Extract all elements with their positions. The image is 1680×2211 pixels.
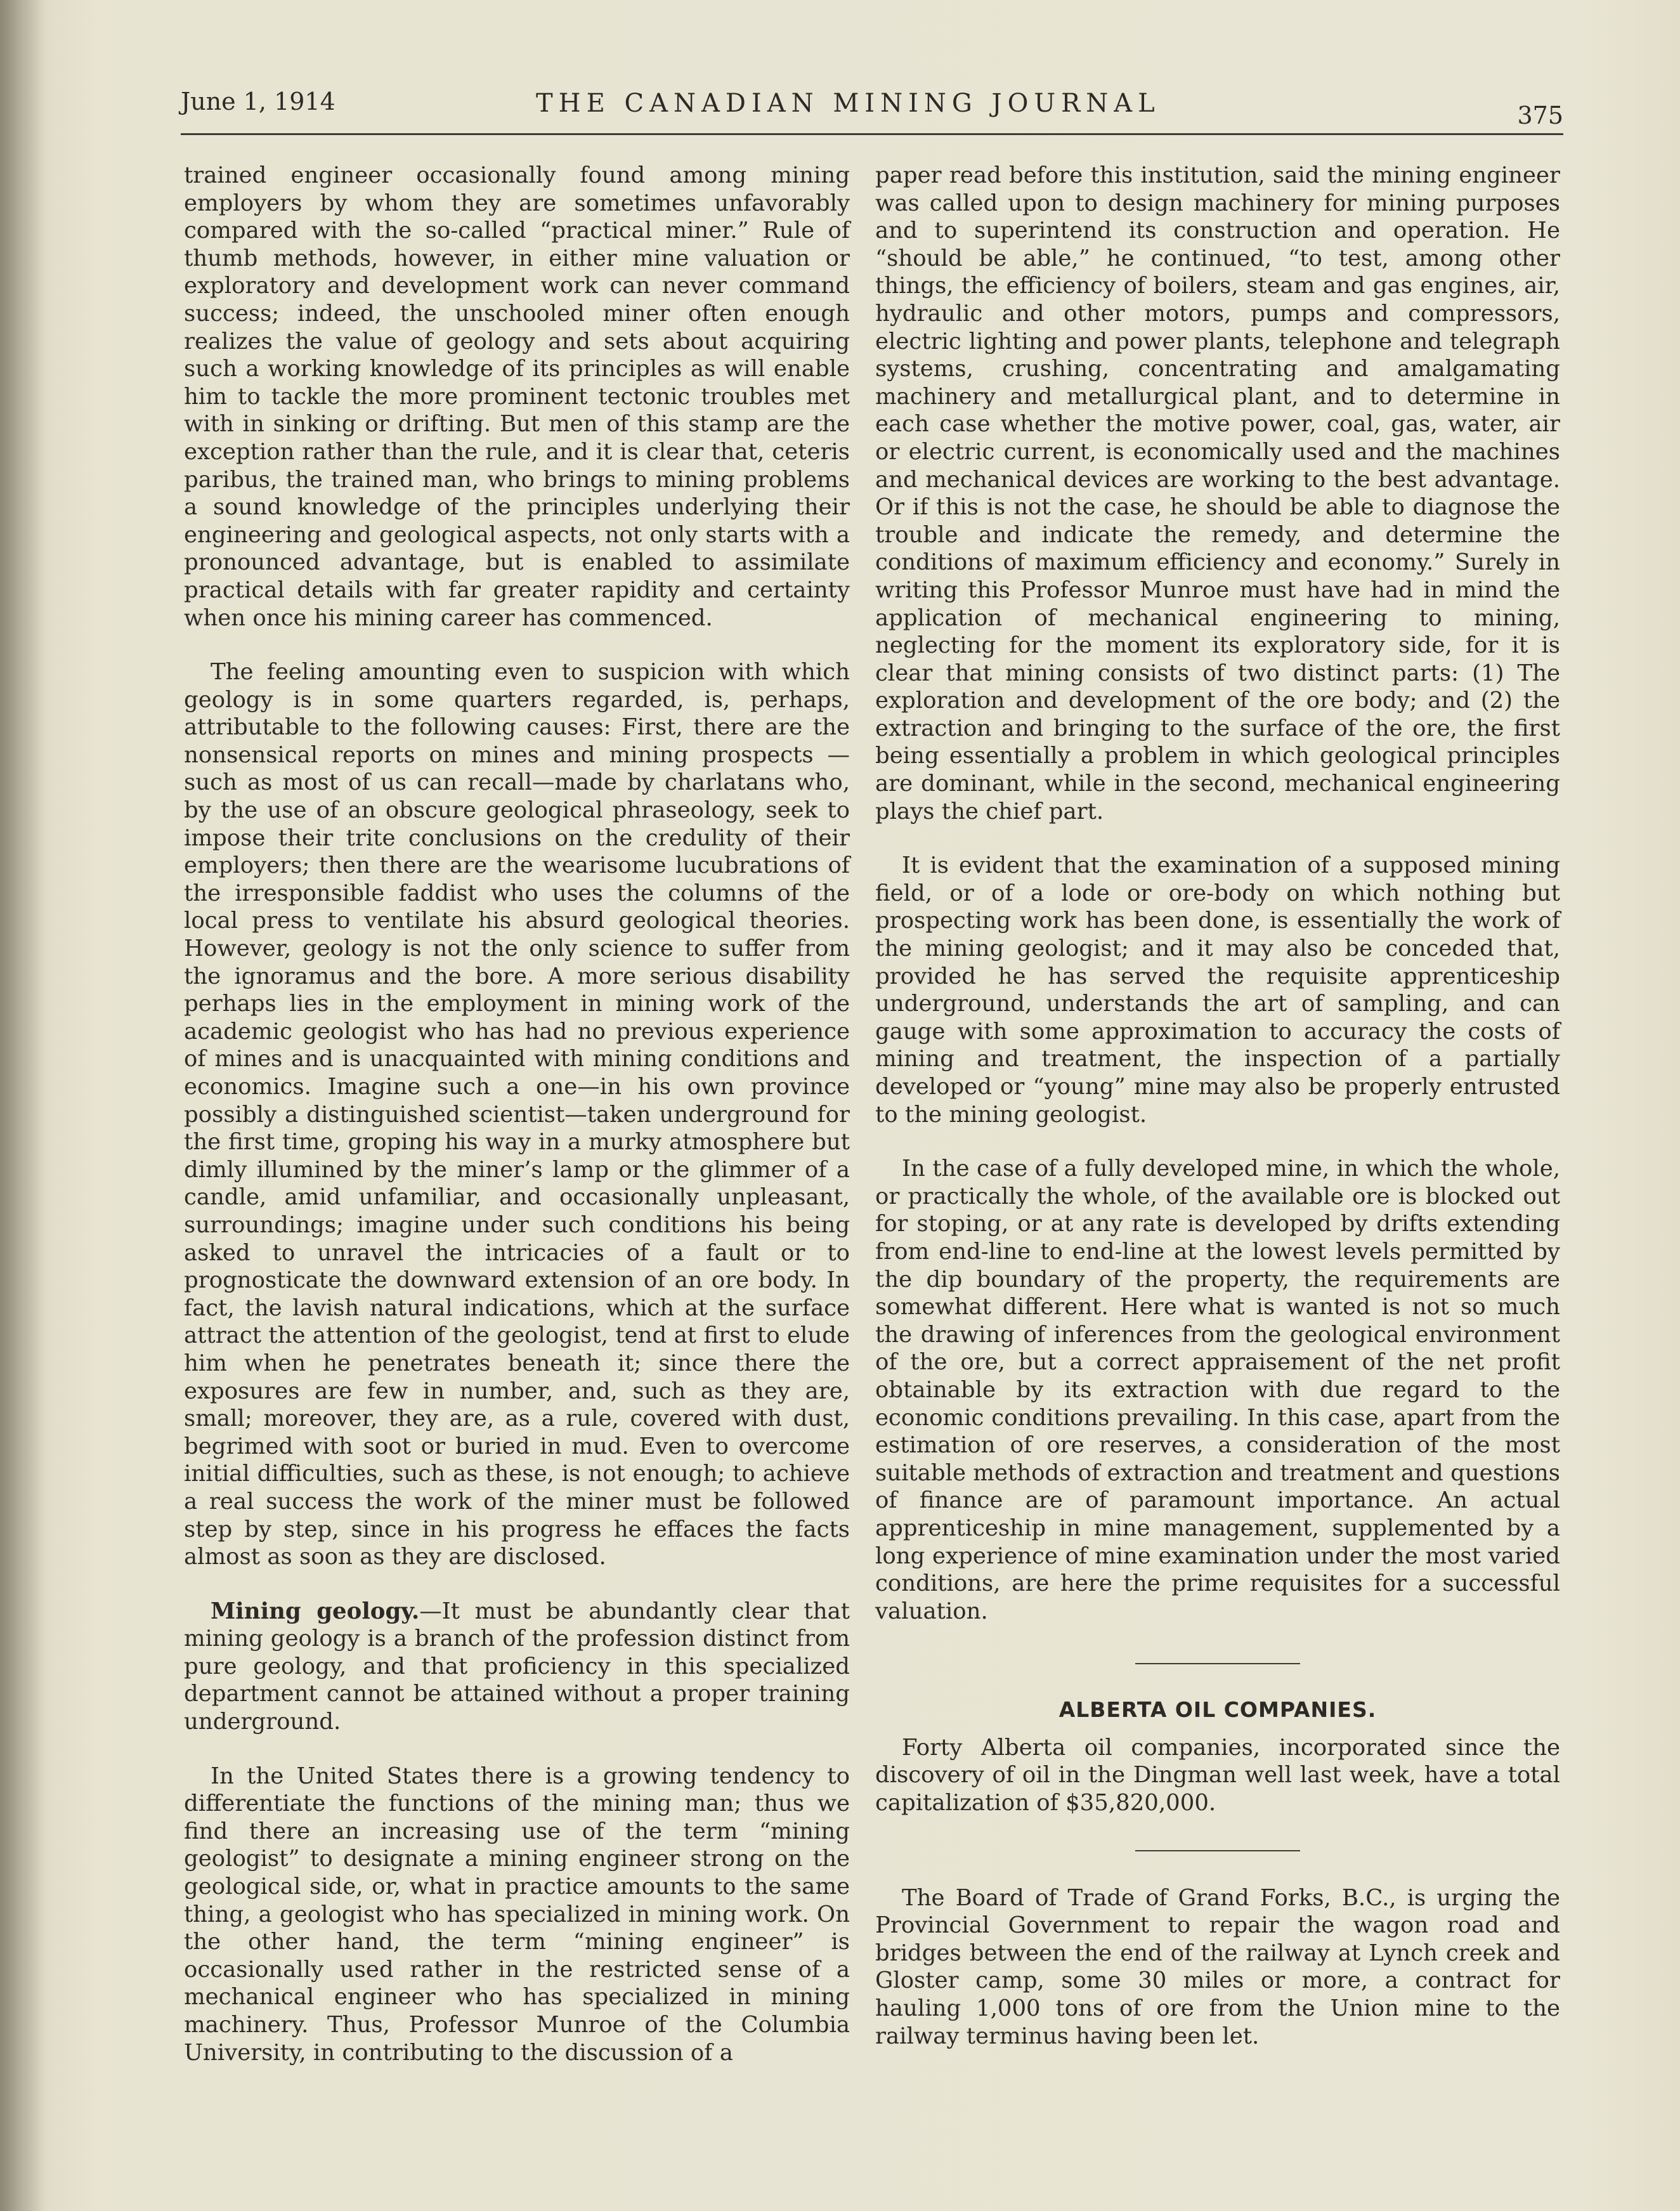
paragraph: paper read before this institution, said the mining engineer was called upon to design machinery for mining purposes and to superintend its construction and operation. He “should be able,” he continued, “to test, among other things, the efficiency of boilers, steam and gas engines, air, hydraulic and other motors, pumps and compressors, electric lighting and power plants, telephone and telegraph systems, crushing, concentrating and amalgamating machinery and metallurgical plant, and to determine in each case whether the motive power, coal, gas, water, air or electric current, is economically used and the machines and mechanical devices are working to the best advantage. Or if this is not the case, he should be able to diagnose the trouble and indicate the remedy, and determine the conditions of maximum efficiency and economy.” Surely in writing this Professor Munroe must have had in mind the application of mechanical engineering to mining, neglecting for the moment its exploratory side, for it is clear that mining consists of two distinct parts: (1) The exploration and development of the ore body; and (2) the extraction and bringing to the surface of the ore, the first being essentially a problem in which geological principles are dominant, while in the second, mechanical engineering plays the chief part. bbox=[875, 162, 1560, 825]
section-divider bbox=[1135, 1663, 1300, 1664]
section-lead: Mining geology. bbox=[211, 1598, 420, 1624]
article-heading: ALBERTA OIL COMPANIES. bbox=[1058, 1697, 1377, 1723]
paragraph: In the United States there is a growing tendency to differentiate the functions of the mining man; thus we find there an increasing use of the term “mining geologist” to designate a mining engineer strong on the geological side, or, what in practice amounts to the same thing, a geologist who has specialized in mining work. On the other hand, the term “mining engineer” is occasionally used rather in the restricted sense of a mechanical engineer who has specialized in mining machinery. Thus, Professor Munroe of the Columbia University, in contributing to the discussion of a bbox=[184, 1763, 850, 2066]
paragraph: trained engineer occasionally found among mining employers by whom they are sometimes unfavorably compared with the so-called “practical miner.” Rule of thumb methods, however, in either mine valuation or exploratory and development work can never command success; indeed, the unschooled miner often enough realizes the value of geology and sets about acquiring such a working knowledge of its principles as will enable him to tackle the more prominent tectonic troubles met with in sinking or drifting. But men of this stamp are the exception rather than the rule, and it is clear that, ceteris paribus, the trained man, who brings to mining problems a sound knowledge of the principles underlying their engineering and geological aspects, not only starts with a pronounced advantage, but is enabled to assimilate practical details with far greater rapidity and certainty when once his mining career has commenced. bbox=[184, 162, 850, 631]
left-column bbox=[184, 162, 850, 2066]
paragraph: Forty Alberta oil companies, incorporated since the discovery of oil in the Dingman well last week, have a total capitalization of $35,820,000. bbox=[875, 1734, 1560, 1816]
paragraph: In the case of a fully developed mine, in which the whole, or practically the whole, of the available ore is blocked out for stoping, or at any rate is developed by drifts extending from end-line to end-line at the lowest levels permitted by the dip boundary of the property, the requirements are somewhat different. Here what is wanted is not so much the drawing of inferences from the geological environment of the ore, but a correct appraisement of the net profit obtainable by its extraction with due regard to the economic conditions prevailing. In this case, apart from the estimation of ore reserves, a consideration of the most suitable methods of extraction and treatment and questions of finance are of paramount importance. An actual apprenticeship in mine management, supplemented by a long experience of mine examination under the most varied conditions, are here the prime requisites for a successful valuation. bbox=[875, 1156, 1560, 1624]
page-number: 375 bbox=[1517, 101, 1563, 129]
paragraph: It is evident that the examination of a supposed mining field, or of a lode or ore-body on which nothing but prospecting work has been done, is essentially the work of the mining geologist; and it may also be conceded that, provided he has served the requisite apprenticeship underground, understands the art of sampling, and can gauge with some approximation to accuracy the costs of mining and treatment, the inspection of a partially developed or “young” mine may also be properly entrusted to the mining geologist. bbox=[875, 852, 1560, 1128]
header-rule bbox=[181, 133, 1563, 135]
paragraph-mining-geology bbox=[184, 1598, 850, 1736]
paragraph: The Board of Trade of Grand Forks, B.C., is urging the Provincial Government to repair the wagon road and bridges between the end of the railway at Lynch creek and Gloster camp, some 30 miles or more, a contract for hauling 1,000 tons of ore from the Union mine to the railway terminus having been let. bbox=[875, 1884, 1560, 2049]
paragraph: The feeling amounting even to suspicion with which geology is in some quarters regarded, is, perhaps, attributable to the following causes: First, there are the nonsensical reports on mines and mining prospects —such as most of us can recall—made by charlatans who, by the use of an obscure geological phraseology, seek to impose their trite conclusions on the credulity of their employers; then there are the wearisome lucubrations of the irresponsible faddist who uses the columns of the local press to ventilate his absurd geological theories. However, geology is not the only science to suffer from the ignoramus and the bore. A more serious disability perhaps lies in the employment in mining work of the academic geologist who has had no previous experience of mines and is unacquainted with mining conditions and economics. Imagine such a one—in his own province possibly a distinguished scientist—taken underground for the first time, groping his way in a murky atmosphere but dimly illumined by the miner’s lamp or the glimmer of a candle, amid unfamiliar, and occasionally unpleasant, surroundings; imagine under such conditions his being asked to unravel the intricacies of a fault or to prognosticate the downward extension of an ore body. In fact, the lavish natural indications, which at the surface attract the attention of the geologist, tend at first to elude him when he penetrates beneath it; since there the exposures are few in number, and, such as they are, small; moreover, they are, as a rule, covered with dust, begrimed with soot or buried in mud. Even to overcome initial difficulties, such as these, is not enough; to achieve a real success the work of the miner must be followed step by step, since in his progress he effaces the facts almost as soon as they are disclosed. bbox=[184, 659, 850, 1570]
page-header bbox=[181, 82, 1563, 133]
right-column bbox=[875, 162, 1560, 2050]
journal-title: THE CANADIAN MINING JOURNAL bbox=[536, 89, 1161, 118]
section-divider bbox=[1135, 1850, 1300, 1851]
issue-date: June 1, 1914 bbox=[181, 88, 335, 115]
binding-shadow bbox=[0, 0, 44, 2211]
paragraph-text: —It must be abundantly clear that mining geology is a branch of the profession distinct from pure geology, and that proficiency in this specialized department cannot be attained without a proper training underground. bbox=[184, 1598, 850, 1735]
